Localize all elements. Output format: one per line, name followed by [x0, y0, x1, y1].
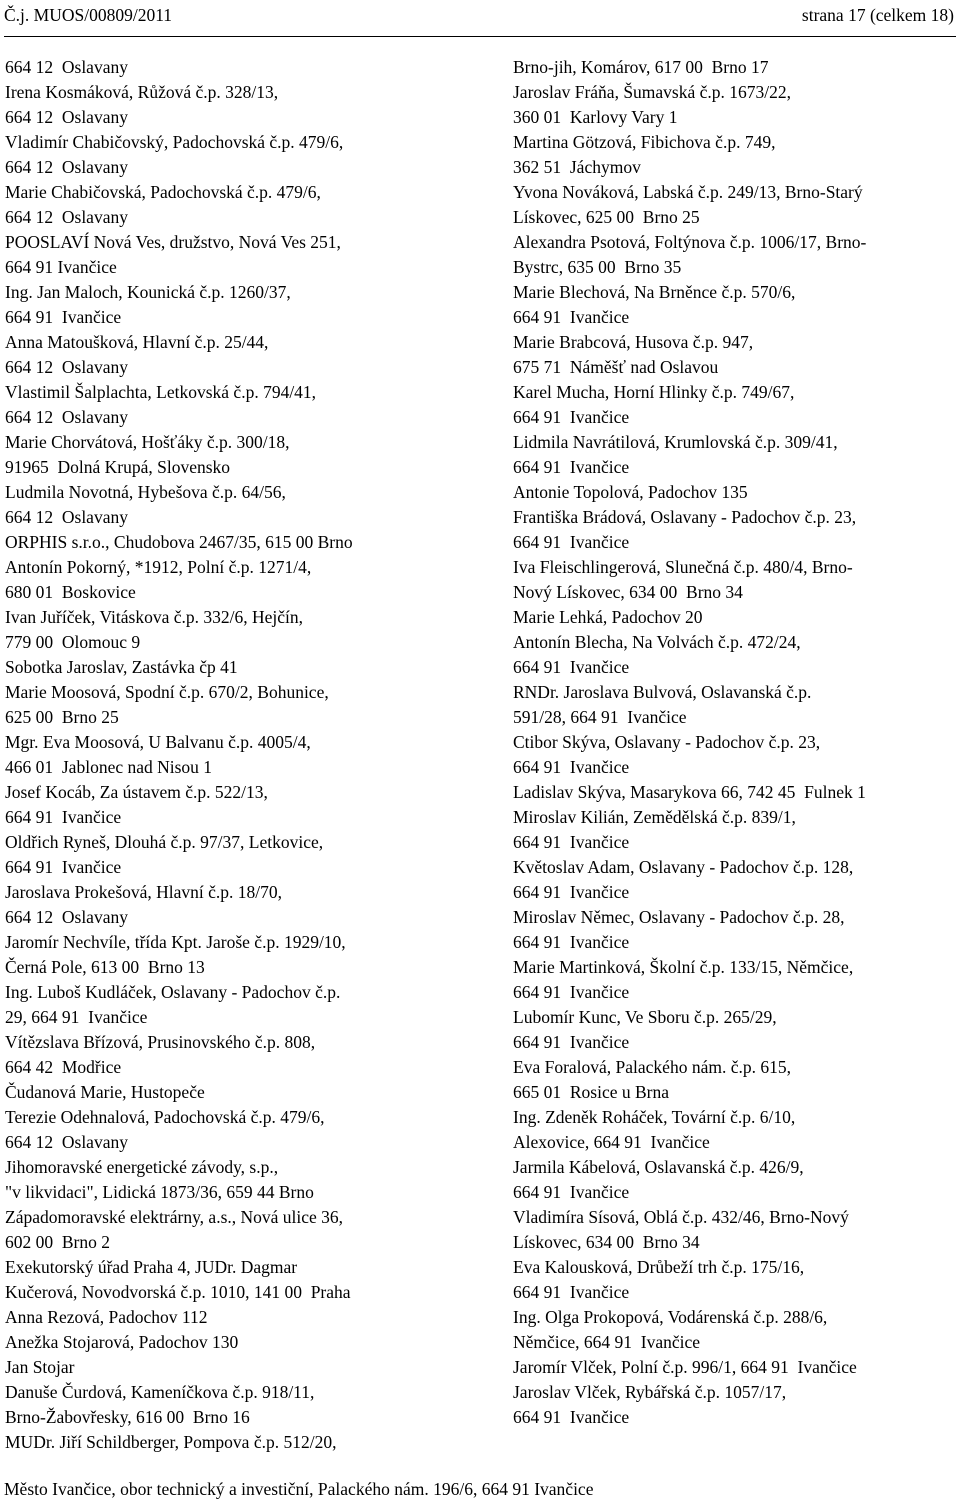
address-line: Vladimír Chabičovský, Padochovská č.p. 479/6,: [5, 132, 344, 152]
address-line: Eva Foralová, Palackého nám. č.p. 615,: [513, 1057, 791, 1077]
address-line: Jihomoravské energetické závody, s.p.,: [5, 1157, 279, 1177]
address-line: Jaroslav Fráňa, Šumavská č.p. 1673/22,: [513, 82, 792, 102]
document-reference: Č.j. MUOS/00809/2011: [4, 5, 173, 25]
page-header: [4, 4, 954, 28]
address-line: 664 12 Oslavany: [5, 207, 128, 227]
address-line: Františka Brádová, Oslavany - Padochov č.p. 23,: [513, 507, 857, 527]
address-line: Ing. Olga Prokopová, Vodárenská č.p. 288/6,: [513, 1307, 828, 1327]
address-line: Čudanová Marie, Hustopeče: [5, 1082, 205, 1102]
address-line: Mgr. Eva Moosová, U Balvanu č.p. 4005/4,: [5, 732, 311, 752]
address-line: Lískovec, 634 00 Brno 34: [513, 1232, 700, 1252]
address-line: Kučerová, Novodvorská č.p. 1010, 141 00 Praha: [5, 1282, 351, 1302]
address-line: MUDr. Jiří Schildberger, Pompova č.p. 512/20,: [5, 1432, 337, 1452]
address-line: Jaromír Nechvíle, třída Kpt. Jaroše č.p. 1929/10,: [5, 932, 346, 952]
address-line: Irena Kosmáková, Růžová č.p. 328/13,: [5, 82, 279, 102]
address-line: 664 91 Ivančice: [513, 307, 630, 327]
address-line: 664 12 Oslavany: [5, 107, 128, 127]
address-line: Ing. Jan Maloch, Kounická č.p. 1260/37,: [5, 282, 291, 302]
address-line: 91965 Dolná Krupá, Slovensko: [5, 457, 231, 477]
address-line: 664 12 Oslavany: [5, 1132, 128, 1152]
address-line: 664 91 Ivančice: [513, 982, 630, 1002]
address-line: Sobotka Jaroslav, Zastávka čp 41: [5, 657, 238, 677]
address-line: Oldřich Ryneš, Dlouhá č.p. 97/37, Letkovice,: [5, 832, 324, 852]
address-line: Lískovec, 625 00 Brno 25: [513, 207, 700, 227]
address-line: Marie Chorvátová, Hošťáky č.p. 300/18,: [5, 432, 290, 452]
address-line: Marie Martinková, Školní č.p. 133/15, Němčice,: [513, 957, 854, 977]
address-line: 664 91 Ivančice: [513, 882, 630, 902]
address-line: Jaromír Vlček, Polní č.p. 996/1, 664 91 Ivančice: [513, 1357, 857, 1377]
address-line: Vítězslava Břízová, Prusinovského č.p. 808,: [5, 1032, 316, 1052]
address-line: 664 12 Oslavany: [5, 907, 128, 927]
address-line: Černá Pole, 613 00 Brno 13: [5, 957, 205, 977]
address-line: Ing. Zdeněk Roháček, Tovární č.p. 6/10,: [513, 1107, 796, 1127]
address-line: Ludmila Novotná, Hybešova č.p. 64/56,: [5, 482, 286, 502]
address-line: Alexandra Psotová, Foltýnova č.p. 1006/17, Brno-: [513, 232, 867, 252]
address-line: Marie Brabcová, Husova č.p. 947,: [513, 332, 754, 352]
address-line: "v likvidaci", Lidická 1873/36, 659 44 Brno: [5, 1182, 314, 1202]
header-divider: [4, 36, 956, 37]
address-line: 664 91 Ivančice: [5, 257, 117, 277]
page-footer: Město Ivančice, obor technický a investiční, Palackého nám. 196/6, 664 91 Ivančice: [4, 1479, 594, 1499]
address-line: Anna Rezová, Padochov 112: [5, 1307, 208, 1327]
address-line: Nový Lískovec, 634 00 Brno 34: [513, 582, 743, 602]
address-line: Antonín Pokorný, *1912, Polní č.p. 1271/4,: [5, 557, 312, 577]
address-line: Brno-Žabovřesky, 616 00 Brno 16: [5, 1407, 250, 1427]
address-line: 665 01 Rosice u Brna: [513, 1082, 670, 1102]
address-line: Miroslav Kilián, Zemědělská č.p. 839/1,: [513, 807, 796, 827]
address-line: 664 91 Ivančice: [513, 1182, 630, 1202]
address-line: 664 12 Oslavany: [5, 157, 128, 177]
address-line: 664 91 Ivančice: [513, 657, 630, 677]
address-line: 664 91 Ivančice: [513, 832, 630, 852]
address-line: Ing. Luboš Kudláček, Oslavany - Padochov č.p.: [5, 982, 341, 1002]
address-line: 591/28, 664 91 Ivančice: [513, 707, 687, 727]
address-line: Jan Stojar: [5, 1357, 75, 1377]
address-line: Martina Götzová, Fibichova č.p. 749,: [513, 132, 776, 152]
address-line: 664 91 Ivančice: [513, 1282, 630, 1302]
address-line: Miroslav Němec, Oslavany - Padochov č.p. 28,: [513, 907, 845, 927]
address-line: Anežka Stojarová, Padochov 130: [5, 1332, 239, 1352]
address-line: 664 91 Ivančice: [513, 457, 630, 477]
address-line: 664 12 Oslavany: [5, 357, 128, 377]
address-line: Vlastimil Šalplachta, Letkovská č.p. 794/41,: [5, 382, 317, 402]
recipient-list-right-column: [513, 55, 958, 1430]
address-line: 362 51 Jáchymov: [513, 157, 641, 177]
address-line: Antonín Blecha, Na Volvách č.p. 472/24,: [513, 632, 801, 652]
address-line: 664 91 Ivančice: [513, 1032, 630, 1052]
address-line: Marie Lehká, Padochov 20: [513, 607, 703, 627]
address-line: Eva Kalousková, Drůbeží trh č.p. 175/16,: [513, 1257, 805, 1277]
address-line: Josef Kocáb, Za ústavem č.p. 522/13,: [5, 782, 268, 802]
address-line: 664 91 Ivančice: [513, 407, 630, 427]
address-line: Ctibor Skýva, Oslavany - Padochov č.p. 23,: [513, 732, 821, 752]
address-line: Alexovice, 664 91 Ivančice: [513, 1132, 710, 1152]
address-line: Jarmila Kábelová, Oslavanská č.p. 426/9,: [513, 1157, 804, 1177]
address-line: 664 91 Ivančice: [513, 757, 630, 777]
address-line: Ladislav Skýva, Masarykova 66, 742 45 Fulnek 1: [513, 782, 866, 802]
address-line: Lubomír Kunc, Ve Sboru č.p. 265/29,: [513, 1007, 777, 1027]
address-line: 664 12 Oslavany: [5, 507, 128, 527]
address-line: Danuše Čurdová, Kameníčkova č.p. 918/11,: [5, 1382, 315, 1402]
address-line: Marie Moosová, Spodní č.p. 670/2, Bohunice,: [5, 682, 329, 702]
address-line: 625 00 Brno 25: [5, 707, 119, 727]
page-number: strana 17 (celkem 18): [801, 5, 954, 25]
address-line: Brno-jih, Komárov, 617 00 Brno 17: [513, 57, 769, 77]
address-line: 664 42 Modřice: [5, 1057, 122, 1077]
address-line: Marie Blechová, Na Brněnce č.p. 570/6,: [513, 282, 796, 302]
address-line: Karel Mucha, Horní Hlinky č.p. 749/67,: [513, 382, 795, 402]
address-line: 602 00 Brno 2: [5, 1232, 110, 1252]
address-line: 664 91 Ivančice: [5, 857, 122, 877]
address-line: 664 91 Ivančice: [5, 807, 122, 827]
address-line: Marie Chabičovská, Padochovská č.p. 479/6,: [5, 182, 321, 202]
address-line: 680 01 Boskovice: [5, 582, 136, 602]
address-line: Vladimíra Sísová, Oblá č.p. 432/46, Brno-Nový: [513, 1207, 849, 1227]
address-line: 664 91 Ivančice: [5, 307, 122, 327]
address-line: Bystrc, 635 00 Brno 35: [513, 257, 682, 277]
address-line: 664 91 Ivančice: [513, 932, 630, 952]
address-line: 675 71 Náměšť nad Oslavou: [513, 357, 719, 377]
address-line: Ivan Juříček, Vitáskova č.p. 332/6, Hejčín,: [5, 607, 303, 627]
address-line: Jaroslav Vlček, Rybářská č.p. 1057/17,: [513, 1382, 787, 1402]
address-line: 664 91 Ivančice: [513, 532, 630, 552]
address-line: Yvona Nováková, Labská č.p. 249/13, Brno-Starý: [513, 182, 863, 202]
address-line: 466 01 Jablonec nad Nisou 1: [5, 757, 213, 777]
address-line: Květoslav Adam, Oslavany - Padochov č.p. 128,: [513, 857, 854, 877]
address-line: Exekutorský úřad Praha 4, JUDr. Dagmar: [5, 1257, 298, 1277]
address-line: Němčice, 664 91 Ivančice: [513, 1332, 701, 1352]
address-line: ORPHIS s.r.o., Chudobova 2467/35, 615 00 Brno: [5, 532, 353, 552]
address-line: Antonie Topolová, Padochov 135: [513, 482, 748, 502]
address-line: 360 01 Karlovy Vary 1: [513, 107, 678, 127]
address-line: Jaroslava Prokešová, Hlavní č.p. 18/70,: [5, 882, 283, 902]
address-line: Iva Fleischlingerová, Slunečná č.p. 480/4, Brno-: [513, 557, 853, 577]
address-line: 29, 664 91 Ivančice: [5, 1007, 148, 1027]
address-line: 664 12 Oslavany: [5, 57, 128, 77]
address-line: 664 91 Ivančice: [513, 1407, 630, 1427]
address-line: Anna Matoušková, Hlavní č.p. 25/44,: [5, 332, 269, 352]
address-line: Lidmila Navrátilová, Krumlovská č.p. 309/41,: [513, 432, 838, 452]
address-line: 779 00 Olomouc 9: [5, 632, 141, 652]
address-line: Západomoravské elektrárny, a.s., Nová ulice 36,: [5, 1207, 344, 1227]
address-line: RNDr. Jaroslava Bulvová, Oslavanská č.p.: [513, 682, 812, 702]
address-line: 664 12 Oslavany: [5, 407, 128, 427]
address-line: Terezie Odehnalová, Padochovská č.p. 479/6,: [5, 1107, 325, 1127]
address-line: POOSLAVÍ Nová Ves, družstvo, Nová Ves 251,: [5, 232, 341, 252]
recipient-list-left-column: [5, 55, 470, 1455]
